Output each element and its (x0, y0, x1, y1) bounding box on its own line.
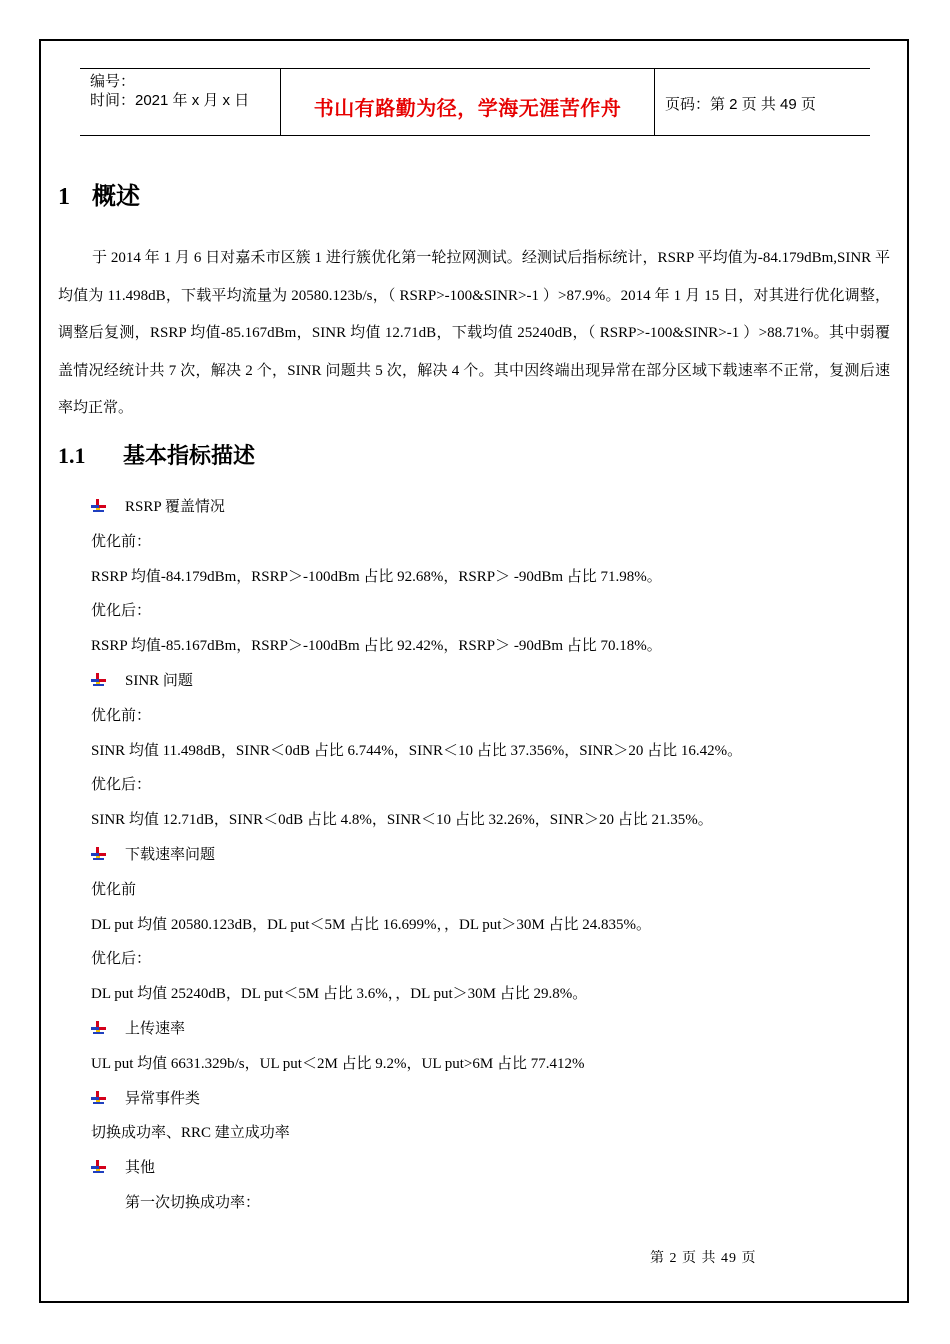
header-meta-cell (80, 69, 281, 135)
bullet-square-icon (91, 673, 107, 687)
metric-line (91, 567, 662, 587)
metric-line (91, 915, 651, 935)
metric-line (91, 810, 713, 830)
line-text: 优化后： (91, 603, 152, 620)
line-text: DL put 均值 20580.123dB，DL put＜5M 占比 16.699%，，DL put＞30M 占比 24.835%。 (91, 916, 651, 933)
line-text: 优化前 (91, 881, 137, 898)
bullet-square-icon (91, 499, 107, 513)
bullet-item (91, 671, 193, 691)
bullet-item (91, 1019, 185, 1039)
line-text: SINR 问题 (125, 673, 193, 689)
header-code-label: 编号： (90, 73, 136, 90)
line-text: 下载速率问题 (125, 847, 216, 863)
line-text: 上传速率 (125, 1021, 186, 1037)
line-text: DL put 均值 25240dB，DL put＜5M 占比 3.6%，，DL put＞30M 占比 29.8%。 (91, 986, 588, 1003)
header-motto: 书山有路勤为径，学海无涯苦作舟 (313, 97, 622, 120)
bullet-item (91, 845, 215, 865)
metric-line (91, 741, 742, 761)
metric-line (91, 601, 151, 621)
page-header (80, 68, 870, 136)
metric-line (91, 706, 151, 726)
header-page-label: 页码：第 2 页 共 49 页 (665, 95, 816, 113)
line-text: 优化前： (91, 707, 152, 724)
metric-line (91, 532, 151, 552)
section-1-1-title: 基本指标描述 (123, 443, 256, 468)
bullet-square-icon (91, 1021, 107, 1035)
header-motto-cell (281, 69, 655, 135)
line-text: RSRP 均值-84.179dBm，RSRP＞-100dBm 占比 92.68%，RSRP＞ -90dBm 占比 71.98%。 (91, 568, 662, 585)
metric-line (91, 949, 151, 969)
line-text: 其他 (125, 1160, 156, 1177)
metric-line (91, 880, 136, 900)
page-footer: 第 2 页 共 49 页 (650, 1251, 757, 1266)
section-1-1-number: 1.1 (58, 443, 86, 468)
metric-line (91, 775, 151, 795)
metric-line (91, 1054, 584, 1074)
section-1-heading (58, 176, 140, 211)
line-text: RSRP 覆盖情况 (125, 499, 225, 515)
line-text: SINR 均值 12.71dB，SINR＜0dB 占比 4.8%，SINR＜10 占比 32.26%，SINR＞20 占比 21.35%。 (91, 812, 713, 829)
bullet-item (91, 1158, 155, 1178)
bullet-item (91, 497, 225, 517)
line-text: 优化后： (91, 951, 152, 968)
bullet-item (91, 1089, 200, 1109)
bullet-square-icon (91, 1091, 107, 1105)
line-text: 优化前： (91, 533, 152, 550)
line-text: 切换成功率、RRC 建立成功率 (91, 1125, 290, 1142)
metric-line (91, 1123, 290, 1143)
section-1-number: 1 (58, 184, 70, 210)
line-text: RSRP 均值-85.167dBm，RSRP＞-100dBm 占比 92.42%，RSRP＞ -90dBm 占比 70.18%。 (91, 638, 662, 655)
metric-line (91, 636, 662, 656)
line-text: 异常事件类 (125, 1090, 201, 1107)
metric-line (91, 984, 587, 1004)
overview-paragraph: 于 2014 年 1 月 6 日对嘉禾市区簇 1 进行簇优化第一轮拉网测试。经测试后指标统计，RSRP 平均值为-84.179dBm,SINR 平均值为 11.498dB，下载平均流量为 20580.123b/s，（ RSRP>-100&SINR>-1 ）>87.9%。2014 年 1 月 15 日，对其进行优化调整，调整后复测，RSRP 均值-85.167dBm，SINR 均值 12.71dB，下载均值 25240dB，（ RSRP>-100&SINR>-1 ）>88.71%。其中弱覆盖情况经统计共 7 次，解决 2 个，SINR 问题共 5 次，解决 4 个。其中因终端出现异常在部分区域下载速率不正常，复测后速率均正常。 (58, 250, 890, 416)
line-text: SINR 均值 11.498dB，SINR＜0dB 占比 6.744%，SINR＜10 占比 37.356%，SINR＞20 占比 16.42%。 (91, 742, 743, 759)
section-1-title: 概述 (92, 184, 140, 210)
header-time-label: 时间：2021 年 x 月 x 日 (90, 92, 250, 109)
bullet-square-icon (91, 847, 107, 861)
metric-line (125, 1193, 260, 1213)
section-1-1-heading (58, 439, 255, 470)
header-page-cell (655, 69, 870, 135)
line-text: 优化后： (91, 777, 152, 794)
line-text: UL put 均值 6631.329b/s，UL put＜2M 占比 9.2%，UL put>6M 占比 77.412% (91, 1055, 585, 1072)
line-text: 第一次切换成功率： (125, 1195, 261, 1211)
bullet-square-icon (91, 1160, 107, 1174)
